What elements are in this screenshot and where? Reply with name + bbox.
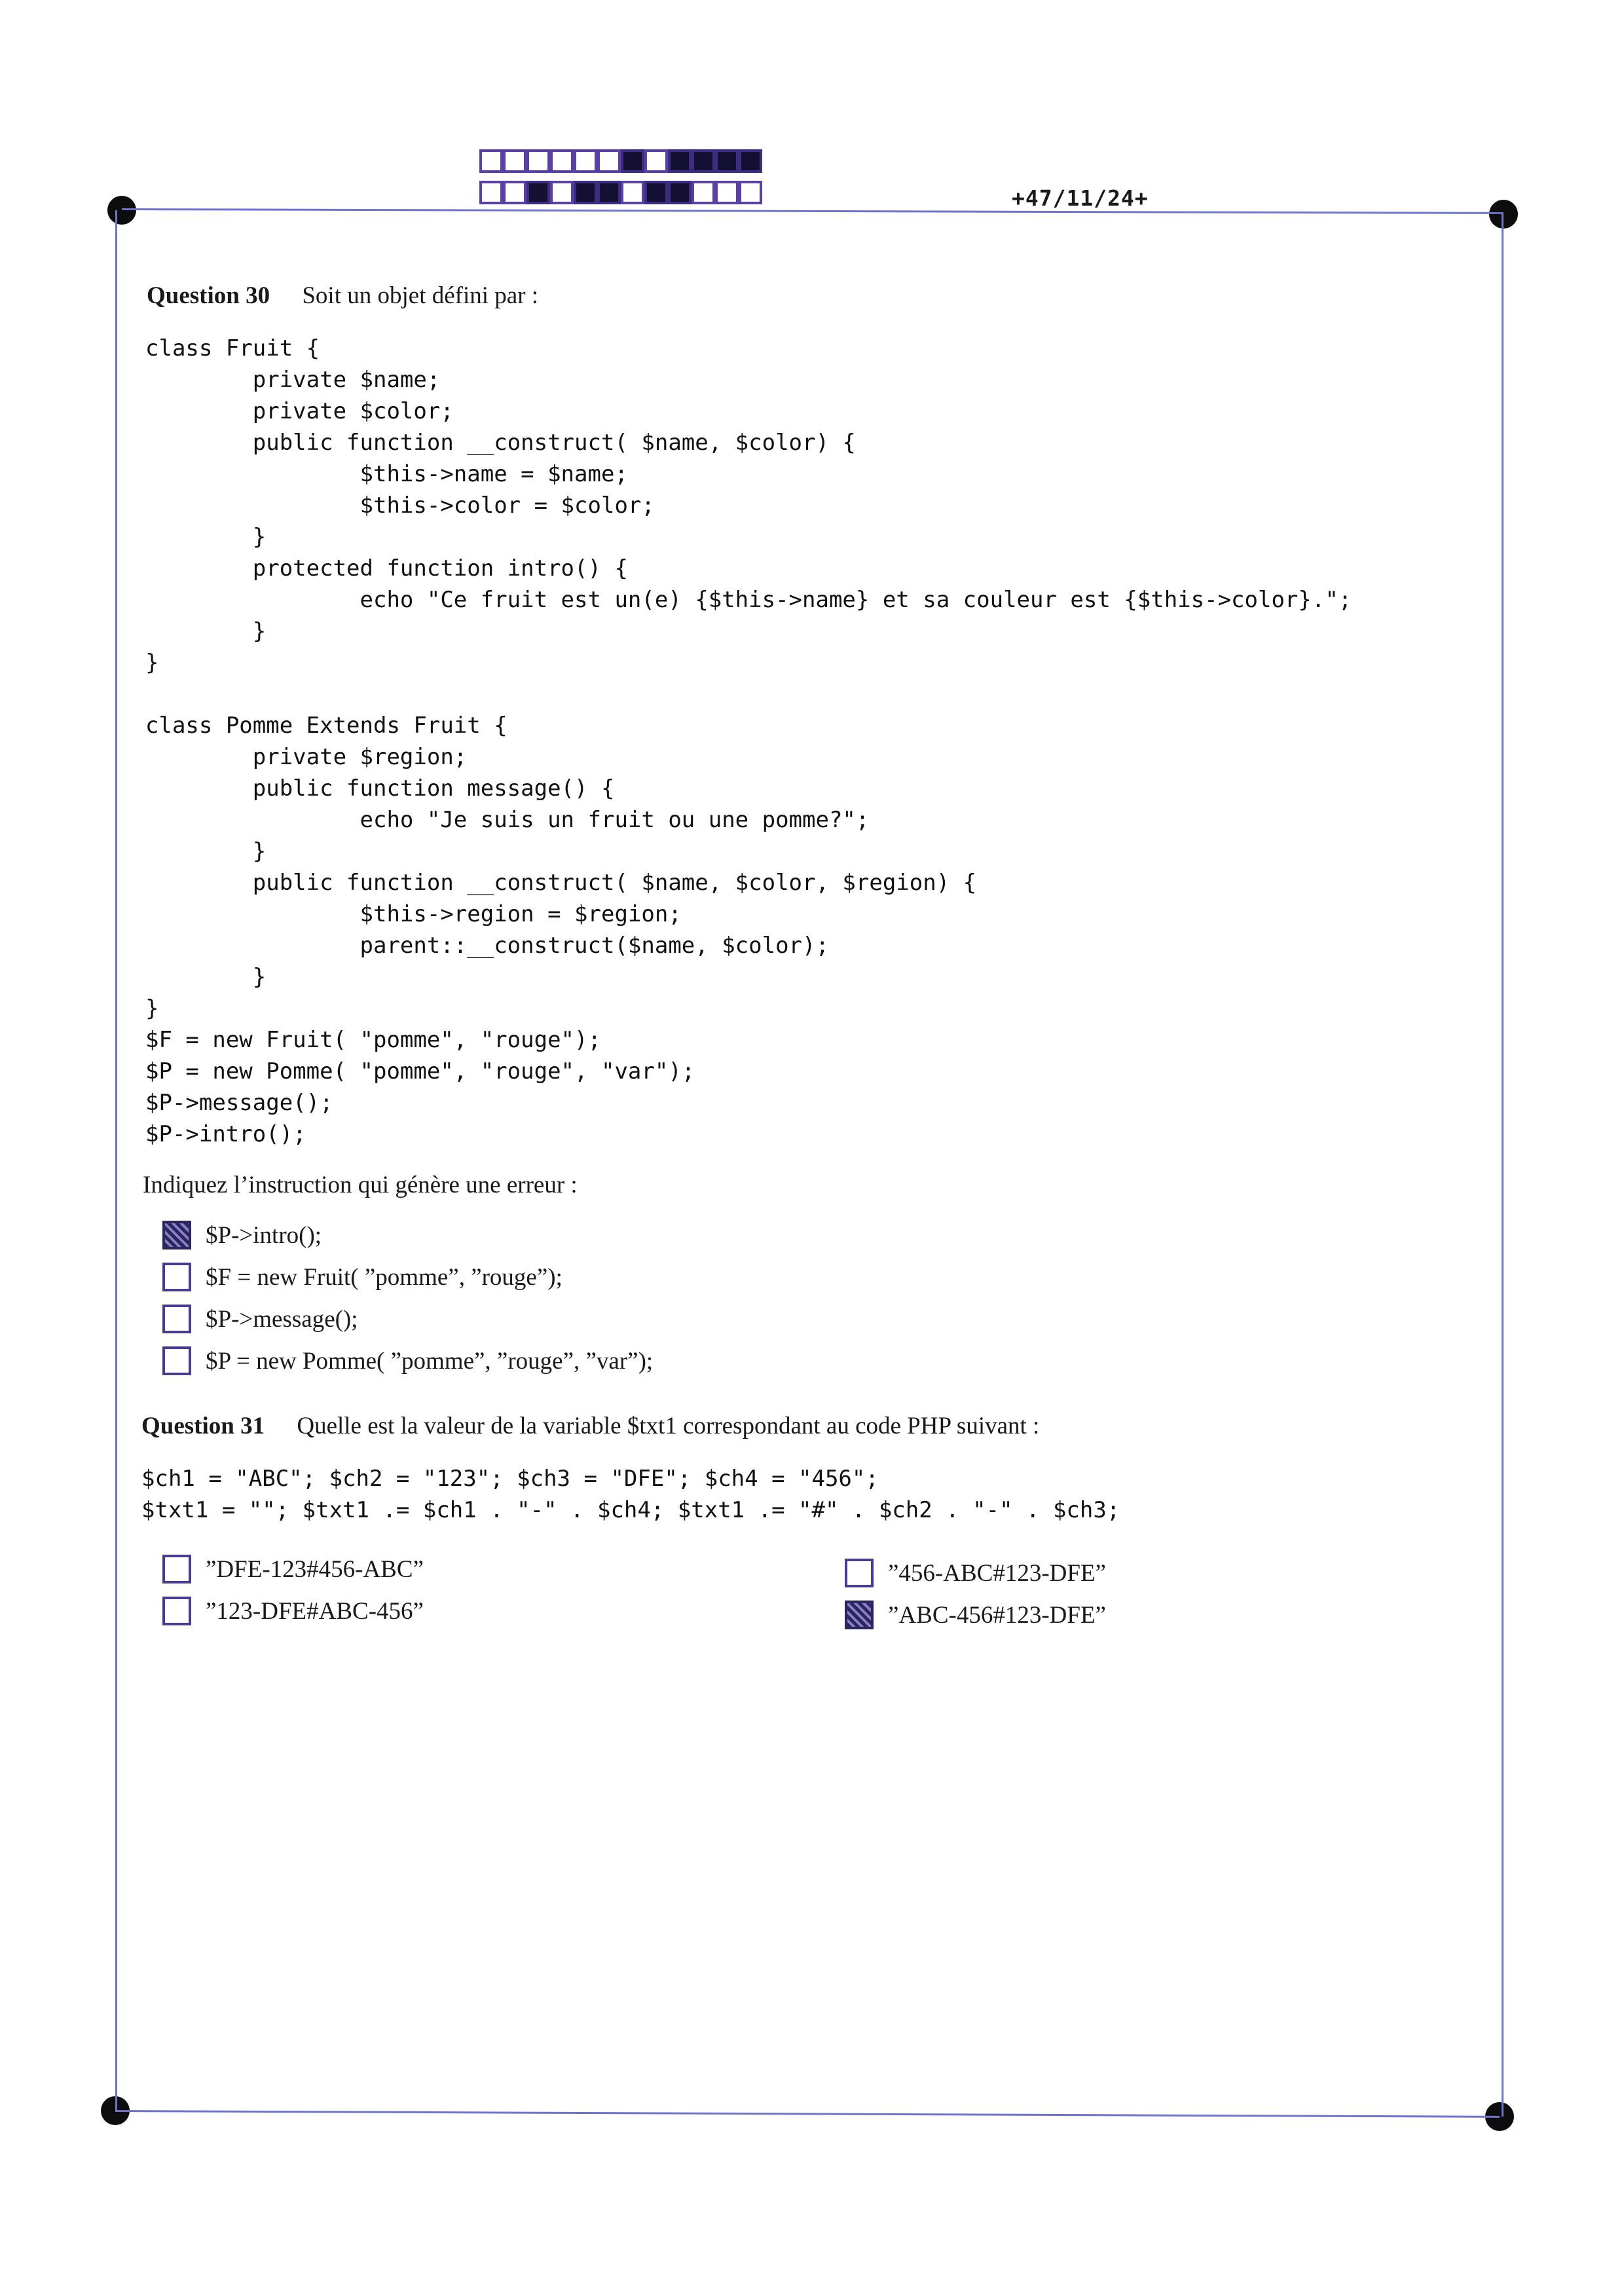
barcode-cell xyxy=(668,149,692,173)
question-30-prompt: Indiquez l’instruction qui génère une erreur : xyxy=(143,1172,578,1198)
page-barcode-row-2 xyxy=(479,181,762,204)
choice-label: ”DFE-123#456-ABC” xyxy=(206,1555,424,1583)
barcode-cell xyxy=(503,149,526,173)
choice-label: ”456-ABC#123-DFE” xyxy=(888,1559,1106,1587)
barcode-cell xyxy=(668,181,692,204)
barcode-cell xyxy=(692,149,715,173)
q30-choice-4[interactable] xyxy=(162,1346,653,1375)
checkbox-checked[interactable] xyxy=(845,1601,874,1629)
question-31-header xyxy=(141,1412,1039,1440)
q31-choice-1[interactable] xyxy=(162,1555,424,1583)
checkbox[interactable] xyxy=(162,1555,191,1583)
barcode-cell xyxy=(526,181,550,204)
question-text: Quelle est la valeur de la variable $txt1 correspondant au code PHP suivant : xyxy=(297,1413,1040,1439)
choice-label: ”123-DFE#ABC-456” xyxy=(206,1597,424,1625)
page-code: +47/11/24+ xyxy=(1012,185,1149,211)
barcode-cell xyxy=(479,149,503,173)
choice-label: $P->intro(); xyxy=(206,1221,322,1249)
barcode-cell xyxy=(644,181,668,204)
question-number: Question 30 xyxy=(147,282,270,309)
frame-left xyxy=(115,210,117,2111)
checkbox[interactable] xyxy=(162,1346,191,1375)
barcode-cell xyxy=(526,149,550,173)
choice-label: $F = new Fruit( ”pomme”, ”rouge”); xyxy=(206,1263,563,1291)
q30-choice-2[interactable] xyxy=(162,1263,563,1291)
barcode-cell xyxy=(621,181,644,204)
choice-label: $P = new Pomme( ”pomme”, ”rouge”, ”var”); xyxy=(206,1347,654,1375)
q31-choice-3[interactable] xyxy=(845,1559,1106,1587)
barcode-cell xyxy=(692,181,715,204)
barcode-cell xyxy=(739,149,762,173)
q30-choice-3[interactable] xyxy=(162,1305,358,1333)
q31-choice-2[interactable] xyxy=(162,1597,424,1625)
question-number: Question 31 xyxy=(141,1413,265,1439)
barcode-cell xyxy=(550,181,574,204)
checkbox-checked[interactable] xyxy=(162,1221,191,1250)
barcode-cell xyxy=(574,149,597,173)
frame-top xyxy=(122,208,1504,214)
corner-marker-top-right xyxy=(1489,200,1518,229)
page-barcode-row-1 xyxy=(479,149,762,173)
barcode-cell xyxy=(597,181,621,204)
barcode-cell xyxy=(574,181,597,204)
question-30-header xyxy=(147,282,538,310)
frame-bottom xyxy=(115,2110,1500,2118)
barcode-cell xyxy=(715,181,739,204)
choice-label: ”ABC-456#123-DFE” xyxy=(888,1601,1106,1629)
question-31-code: $ch1 = "ABC"; $ch2 = "123"; $ch3 = "DFE"; $ch4 = "456"; $txt1 = ""; $txt1 .= $ch1 . "-" . $ch4; $txt1 .= "#" . $ch2 . "-" . $ch3; xyxy=(141,1466,1120,1523)
barcode-cell xyxy=(644,149,668,173)
question-30-code: class Fruit { private $name; private $color; public function __construct( $name, $color) { $this->name = $name; $this->color = $color; } protected function intro() { echo "Ce fruit est un(e) {$this->name} et sa couleur est {$this->color}."; } } class Pomme Extends Fruit { private $region; public function message() { echo "Je suis un fruit ou une pomme?"; } public function __construct( $name, $color, $region) { $this->region = $region; parent::__construct($name, $color); } } $F = new Fruit( "pomme", "rouge"); $P = new Pomme( "pomme", "rouge", "var"); $P->message(); $P->intro(); xyxy=(145,335,1352,1147)
barcode-cell xyxy=(597,149,621,173)
q31-choice-4[interactable] xyxy=(845,1601,1106,1629)
barcode-cell xyxy=(715,149,739,173)
checkbox[interactable] xyxy=(162,1263,191,1291)
checkbox[interactable] xyxy=(162,1305,191,1333)
barcode-cell xyxy=(621,149,644,173)
barcode-cell xyxy=(550,149,574,173)
frame-right xyxy=(1502,214,1504,2117)
checkbox[interactable] xyxy=(845,1559,874,1587)
barcode-cell xyxy=(739,181,762,204)
q30-choice-1[interactable] xyxy=(162,1221,322,1250)
barcode-cell xyxy=(479,181,503,204)
question-text: Soit un objet défini par : xyxy=(302,282,539,309)
checkbox[interactable] xyxy=(162,1597,191,1625)
barcode-cell xyxy=(503,181,526,204)
choice-label: $P->message(); xyxy=(206,1305,358,1333)
